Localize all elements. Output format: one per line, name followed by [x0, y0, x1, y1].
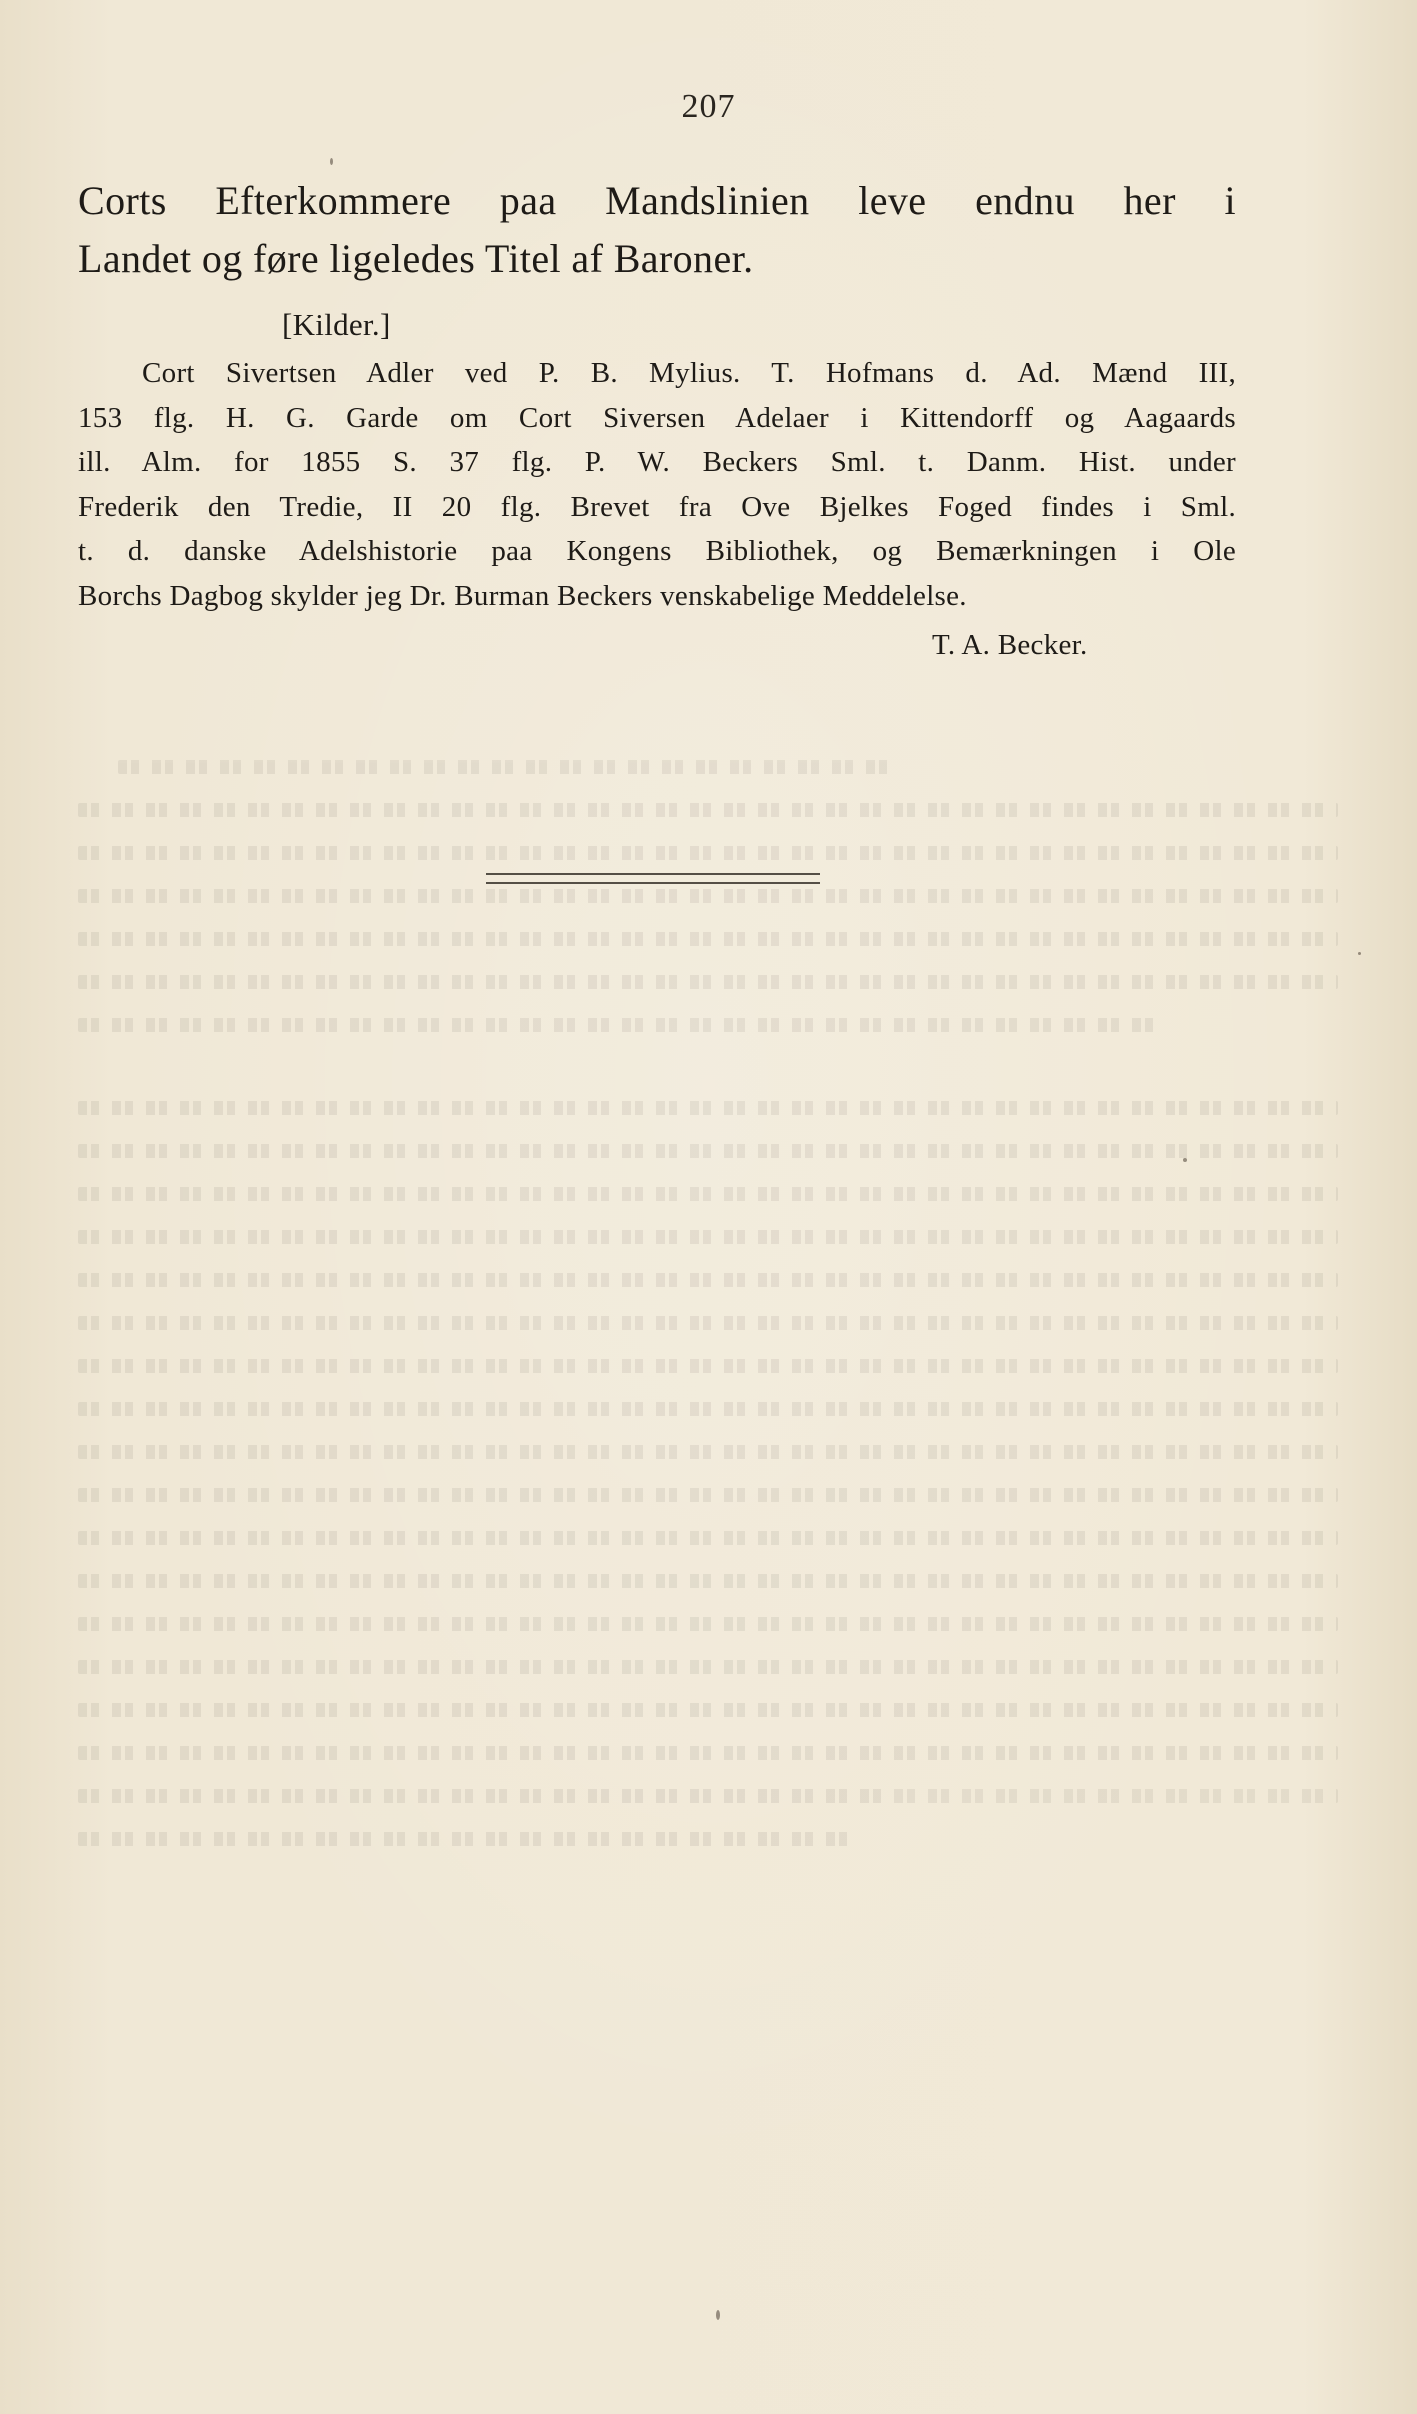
- paper-speck: [330, 158, 333, 165]
- author-signature: T. A. Becker.: [932, 629, 1088, 661]
- sources-paragraph: [78, 351, 1236, 619]
- main-paragraph-line: Landet og føre ligeledes Titel af Baroner.: [78, 236, 754, 281]
- sources-line: ill. Alm. for 1855 S. 37 flg. P. W. Beckers Sml. t. Danm. Hist. under: [78, 446, 1236, 479]
- sources-line: Borchs Dagbog skylder jeg Dr. Burman Beckers venskabelige Meddelelse.: [78, 579, 967, 612]
- paper-speck: [1183, 1158, 1187, 1162]
- sources-line: Frederik den Tredie, II 20 flg. Brevet fra Ove Bjelkes Foged findes i Sml.: [78, 490, 1236, 523]
- sources-line: t. d. danske Adelshistorie paa Kongens Bibliothek, og Bemærkningen i Ole: [78, 535, 1236, 568]
- sources-line: 153 flg. H. G. Garde om Cort Siversen Adelaer i Kittendorff og Aagaards: [78, 401, 1236, 434]
- main-paragraph-line: Corts Efterkommere paa Mandslinien leve endnu her i: [78, 178, 1236, 223]
- section-divider: [486, 873, 820, 884]
- main-paragraph: [78, 172, 1236, 288]
- page-number: 207: [681, 88, 736, 125]
- sources-line: Cort Sivertsen Adler ved P. B. Mylius. T. Hofmans d. Ad. Mænd III,: [142, 357, 1236, 389]
- paper-speck: [716, 2310, 720, 2320]
- sources-heading: [Kilder.]: [282, 307, 391, 342]
- bleed-through-text: [78, 760, 1338, 2140]
- paper-speck: [1358, 952, 1361, 955]
